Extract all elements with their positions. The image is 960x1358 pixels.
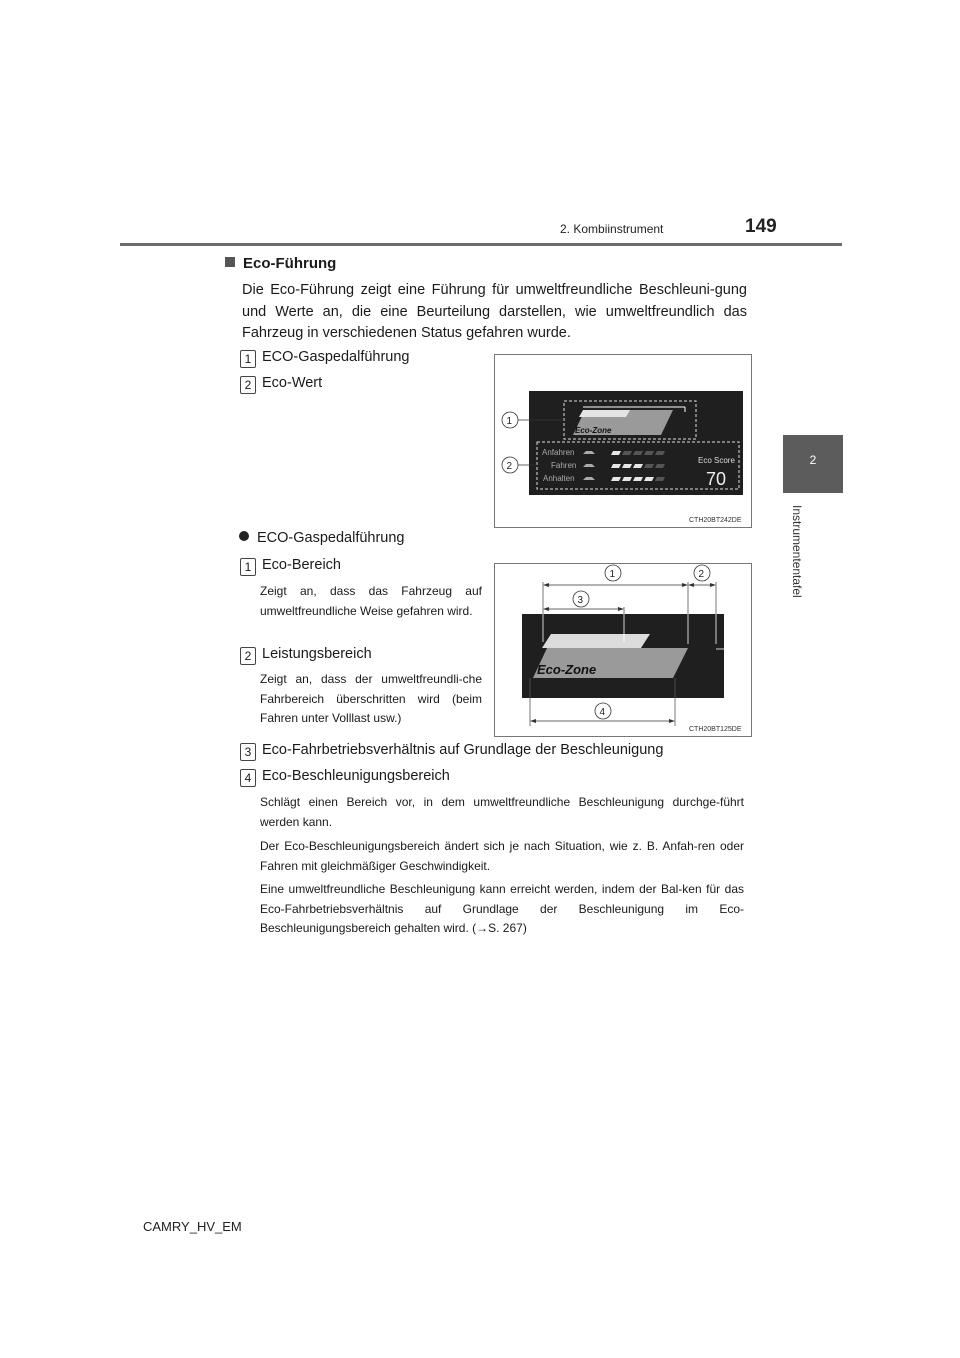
figure-code: CTH20BT125DE [689, 726, 742, 733]
row-label-anfahren: Anfahren [542, 448, 575, 457]
eco-zone-text: Eco-Zone [575, 426, 612, 435]
eco-display-illustration [495, 355, 751, 527]
score-segments-row-3 [611, 477, 665, 481]
chapter-tab-title [790, 505, 802, 615]
item-number: 2 [240, 647, 256, 665]
callout-number: 1 [609, 569, 616, 580]
item-label: Eco-Wert [262, 375, 323, 391]
item-label: Eco-Bereich [262, 557, 341, 573]
row-label-anhalten: Anhalten [543, 474, 575, 483]
eco-score-value: 70 [706, 469, 727, 489]
score-segments-row-2 [611, 464, 665, 468]
round-bullet-icon [239, 531, 249, 541]
item-label: Leistungsbereich [262, 646, 372, 662]
figure-eco-accelerator-guide [494, 563, 752, 737]
item-description: Zeigt an, dass der umweltfreundli-che Fahrbereich überschritten wird (beim Fahren unter Volllast usw.) [260, 672, 482, 725]
callout-number: 2 [506, 461, 513, 472]
arrow-head [530, 719, 536, 723]
score-segments-row-1 [611, 451, 665, 455]
arrow-head [682, 583, 688, 587]
eco-score-label: Eco Score [698, 456, 735, 465]
row-label-fahren: Fahren [551, 461, 577, 470]
item-number: 2 [240, 376, 256, 394]
arrow-head [618, 607, 624, 611]
chapter-tab-title-text: Instrumententafel [790, 505, 804, 598]
eco-zone-text: Eco-Zone [537, 662, 597, 677]
chapter-tab-number: 2 [809, 453, 817, 467]
callout-number: 3 [577, 595, 584, 606]
callout-number: 1 [506, 416, 513, 427]
item-description: Zeigt an, dass das Fahrzeug auf umweltfreundliche Weise gefahren wird. [260, 584, 482, 618]
item-number: 1 [240, 558, 256, 576]
item-number: 1 [240, 350, 256, 368]
running-header-section: 2. Kombiinstrument [560, 222, 664, 236]
arrow-head [543, 607, 549, 611]
eco-bar [542, 634, 650, 648]
item-label: Eco-Fahrbetriebsverhältnis auf Grundlage der Beschleunigung [262, 742, 664, 758]
square-bullet-icon [225, 257, 235, 267]
section-intro: Die Eco-Führung zeigt eine Führung für umweltfreundliche Beschleuni-gung und Werte an, die eine Beurteilung darstellen, wie umweltfreundlich das Fahrzeug in verschiedenen Status gefahren wurde. [242, 282, 747, 341]
section-heading [225, 255, 336, 272]
header-rule [120, 243, 842, 246]
arrow-head [688, 583, 694, 587]
item-label: ECO-Gaspedalführung [262, 349, 410, 365]
figure-code: CTH20BT242DE [689, 517, 742, 524]
note-paragraph: Eine umweltfreundliche Beschleunigung kann erreicht werden, indem der Bal-ken für das Eco-Fahrbetriebsverhältnis auf Grundlage der Beschleunigung im Eco-Beschleunigungsbereich gehalten wird. (→S. 267) [260, 882, 744, 935]
section-title: Eco-Führung [243, 255, 337, 272]
arrow-head [669, 719, 675, 723]
arrow-head [543, 583, 549, 587]
subsection-heading [239, 530, 405, 546]
figure-eco-display [494, 354, 752, 528]
subsection-title: ECO-Gaspedalführung [257, 530, 405, 546]
item-number: 4 [240, 769, 256, 787]
footer-model-code: CAMRY_HV_EM [143, 1219, 242, 1234]
page-number: 149 [745, 216, 777, 237]
note-paragraph: Der Eco-Beschleunigungsbereich ändert sich je nach Situation, wie z. B. Anfah-ren oder Fahren mit gleichmäßiger Geschwindigkeit. [260, 839, 744, 873]
callout-number: 2 [698, 569, 705, 580]
callout-number: 4 [599, 707, 606, 718]
note-paragraph: Schlägt einen Bereich vor, in dem umweltfreundliche Beschleunigung durchge-führt werden kann. [260, 795, 744, 829]
item-label: Eco-Beschleunigungsbereich [262, 768, 450, 784]
item-number: 3 [240, 743, 256, 761]
arrow-head [710, 583, 716, 587]
eco-accelerator-illustration [495, 564, 751, 736]
eco-bar [579, 410, 630, 417]
